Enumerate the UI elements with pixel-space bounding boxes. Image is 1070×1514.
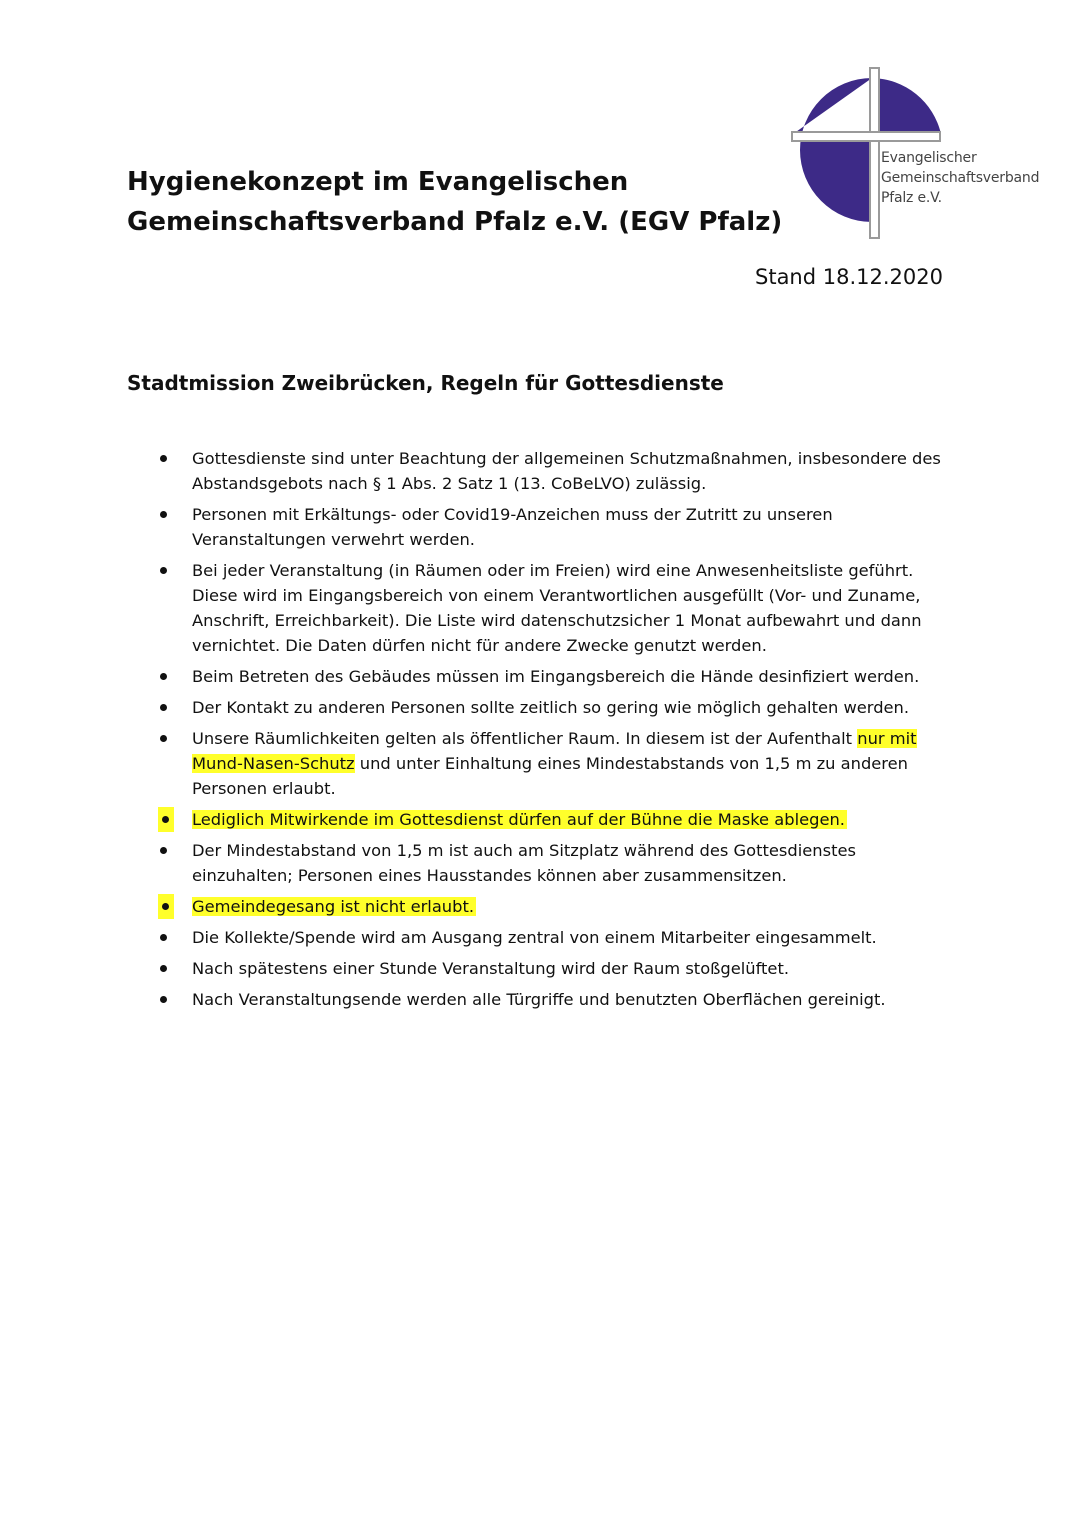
bullet-icon [160,847,167,854]
list-item: Gottesdienste sind unter Beachtung der allgemeinen Schutzmaßnahmen, insbesondere des Abstandsgebots nach § 1 Abs. 2 Satz 1 (13. CoBeLVO) zulässig. [160,446,960,496]
logo-line-1: Evangelischer [881,150,977,166]
list-item: Beim Betreten des Gebäudes müssen im Eingangsbereich die Hände desinfiziert werden. [160,664,960,689]
title-line-1: Hygienekonzept im Evangelischen [127,167,629,197]
list-item: Der Kontakt zu anderen Personen sollte zeitlich so gering wie möglich gehalten werden. [160,695,960,720]
list-item: Nach spätestens einer Stunde Veranstaltung wird der Raum stoßgelüftet. [160,956,960,981]
rules-list [160,446,960,1018]
logo-line-3: Pfalz e.V. [881,190,942,206]
logo-cross-vertical-outline [870,68,879,238]
list-item-highlighted: Gemeindegesang ist nicht erlaubt. [160,894,960,919]
bullet-icon [160,965,167,972]
list-item-highlighted: Lediglich Mitwirkende im Gottesdienst dürfen auf der Bühne die Maske ablegen. [160,807,960,832]
list-item: Personen mit Erkältungs- oder Covid19-Anzeichen muss der Zutritt zu unseren Veranstaltungen verwehrt werden. [160,502,960,552]
bullet-icon [162,816,169,823]
bullet-icon [160,511,167,518]
title-line-2: Gemeinschaftsverband Pfalz e.V. (EGV Pfalz) [127,207,783,237]
logo-line-2: Gemeinschaftsverband [881,170,1040,186]
bullet-icon [162,903,169,910]
list-item: Unsere Räumlichkeiten gelten als öffentlicher Raum. In diesem ist der Aufenthalt nur mit Mund-Nasen-Schutz und unter Einhaltung eines Mindestabstands von 1,5 m zu anderen Personen erlaubt. [160,726,960,801]
bullet-icon [160,455,167,462]
highlighted-text: nur mit Mund-Nasen-Schutz [192,729,917,773]
list-item: Bei jeder Veranstaltung (in Räumen oder im Freien) wird eine Anwesenheitsliste geführt. Diese wird im Eingangsbereich von einem Verantwortlichen ausgefüllt (Vor- und Zuname, Anschrift, Erreichbarkeit). Die Liste wird datenschutzsicher 1 Monat aufbewahrt und dann vernichtet. Die Daten dürfen nicht für andere Zwecke genutzt werden. [160,558,960,658]
bullet-icon [160,704,167,711]
list-item: Nach Veranstaltungsende werden alle Türgriffe und benutzten Oberflächen gereinigt. [160,987,960,1012]
bullet-icon [160,934,167,941]
bullet-icon [160,735,167,742]
section-subtitle: Stadtmission Zweibrücken, Regeln für Gottesdienste [127,371,724,395]
logo-cross-horizontal-outline [792,132,940,141]
list-item: Der Mindestabstand von 1,5 m ist auch am Sitzplatz während des Gottesdienstes einzuhalten; Personen eines Hausstandes können aber zusammensitzen. [160,838,960,888]
stand-date: Stand 18.12.2020 [755,265,943,289]
document-title [127,162,783,242]
bullet-icon [160,996,167,1003]
logo-wordmark [881,148,1039,208]
bullet-icon [160,673,167,680]
list-item: Die Kollekte/Spende wird am Ausgang zentral von einem Mitarbeiter eingesammelt. [160,925,960,950]
bullet-icon [160,567,167,574]
